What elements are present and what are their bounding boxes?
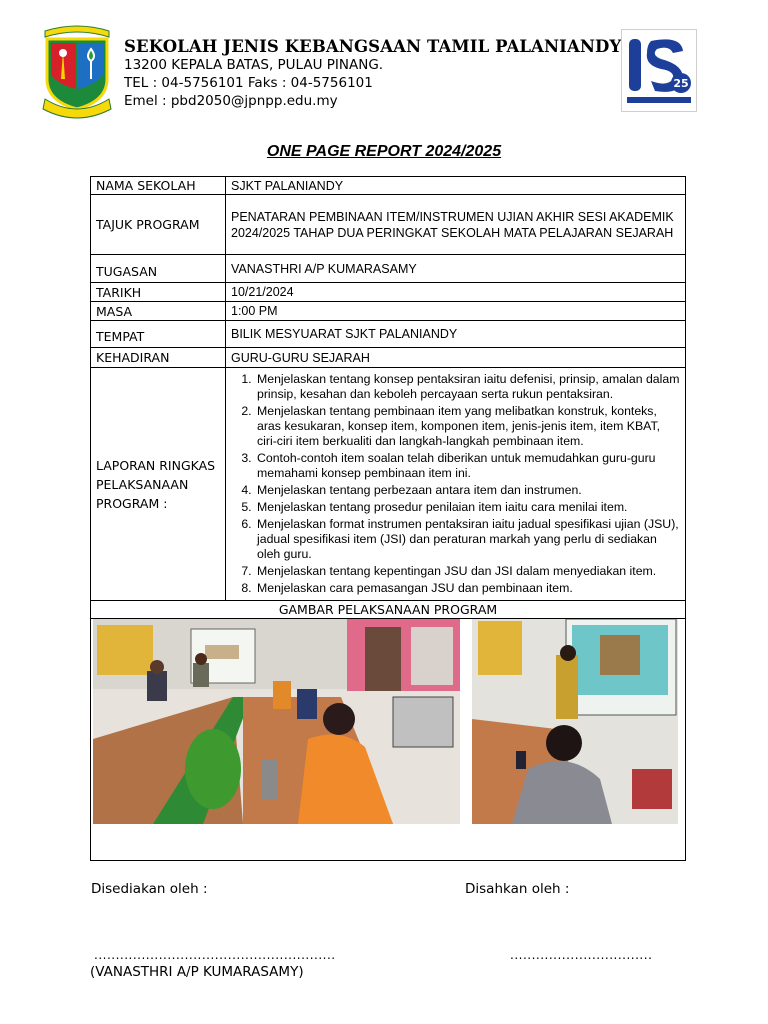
- photo-area: [91, 619, 685, 859]
- value-tarikh: 10/21/2024: [226, 283, 686, 302]
- label-nama-sekolah: NAMA SEKOLAH: [91, 177, 226, 195]
- row-kehadiran: [91, 348, 686, 368]
- photo-cell: [91, 619, 686, 861]
- label-kehadiran: KEHADIRAN: [91, 348, 226, 368]
- school-address: 13200 KEPALA BATAS, PULAU PINANG.: [124, 57, 384, 73]
- row-nama-sekolah: [91, 177, 686, 195]
- school-header: [124, 37, 621, 110]
- value-kehadiran: GURU-GURU SEJARAH: [226, 348, 686, 368]
- prepared-by-label: Disediakan oleh :: [91, 881, 208, 897]
- laporan-point: 6. Menjelaskan format instrumen pentaksiran iaitu jadual spesifikasi ujian (JSU), jadual spesifikasi item (JSI) dan peraturan markah yang perlu di sediakan oleh guru.: [255, 517, 680, 562]
- laporan-point: 4. Menjelaskan tentang perbezaan antara item dan instrumen.: [255, 483, 680, 498]
- laporan-point: 2. Menjelaskan tentang pembinaan item yang melibatkan konstruk, konteks, aras kesukaran, konsep item, komponen item, jenis-jenis item, item KBAT, ciri-ciri item berkualiti dan langkah-langkah pembinaan item.: [255, 404, 680, 449]
- row-gambar: [91, 619, 686, 861]
- value-tajuk-program: PENATARAN PEMBINAAN ITEM/INSTRUMEN UJIAN AKHIR SESI AKADEMIK 2024/2025 TAHAP DUA PERINGKAT SEKOLAH MATA PELAJARAN SEJARAH: [226, 195, 686, 255]
- meeting-room-photo: [93, 619, 460, 824]
- row-tarikh: [91, 283, 686, 302]
- row-gambar-heading: [91, 601, 686, 619]
- gambar-heading: GAMBAR PELAKSANAAN PROGRAM: [91, 601, 686, 619]
- school-name: SEKOLAH JENIS KEBANGSAAN TAMIL PALANIANDY: [124, 37, 622, 56]
- label-tempat: TEMPAT: [91, 321, 226, 348]
- value-masa: 1:00 PM: [226, 302, 686, 321]
- laporan-points-list: [231, 372, 680, 596]
- presentation-photo: [472, 619, 678, 824]
- value-nama-sekolah: SJKT PALANIANDY: [226, 177, 686, 195]
- signature-line-right: .................................: [510, 948, 653, 962]
- laporan-point: 7. Menjelaskan tentang kepentingan JSU dan JSI dalam menyediakan item.: [255, 564, 680, 579]
- preparer-name: (VANASTHRI A/P KUMARASAMY): [90, 964, 304, 980]
- school-phone: TEL : 04-5756101 Faks : 04-5756101: [124, 75, 373, 91]
- value-laporan: [226, 368, 686, 601]
- school-crest-logo: [41, 23, 113, 121]
- report-table: [90, 176, 686, 861]
- label-tugasan: TUGASAN: [91, 255, 226, 283]
- value-tugasan: VANASTHRI A/P KUMARASAMY: [226, 255, 686, 283]
- pbd-logo: [621, 29, 697, 112]
- school-email: Emel : pbd2050@jpnpp.edu.my: [124, 93, 338, 109]
- laporan-point: 3. Contoh-contoh item soalan telah diberikan untuk memudahkan guru-guru memahami konsep pembinaan item ini.: [255, 451, 680, 481]
- laporan-point: 8. Menjelaskan cara pemasangan JSU dan pembinaan item.: [255, 581, 680, 596]
- row-tajuk-program: [91, 195, 686, 255]
- laporan-point: 5. Menjelaskan tentang prosedur penilaian item iaitu cara menilai item.: [255, 500, 680, 515]
- row-tugasan: [91, 255, 686, 283]
- report-title: ONE PAGE REPORT 2024/2025: [266, 143, 502, 160]
- row-laporan: [91, 368, 686, 601]
- laporan-point: 1. Menjelaskan tentang konsep pentaksiran iaitu defenisi, prinsip, amalan dalam prinsip, kesahan dan keboleh percayaan serta rukun pentaksiran.: [255, 372, 680, 402]
- label-tarikh: TARIKH: [91, 283, 226, 302]
- approved-by-label: Disahkan oleh :: [465, 881, 570, 897]
- value-tempat: BILIK MESYUARAT SJKT PALANIANDY: [226, 321, 686, 348]
- label-tajuk-program: TAJUK PROGRAM: [91, 195, 226, 255]
- row-masa: [91, 302, 686, 321]
- logo-year-label: 25: [673, 77, 689, 90]
- label-masa: MASA: [91, 302, 226, 321]
- row-tempat: [91, 321, 686, 348]
- signature-line-left: ........................................................: [94, 948, 336, 962]
- label-laporan: LAPORAN RINGKAS PELAKSANAAN PROGRAM :: [91, 368, 226, 601]
